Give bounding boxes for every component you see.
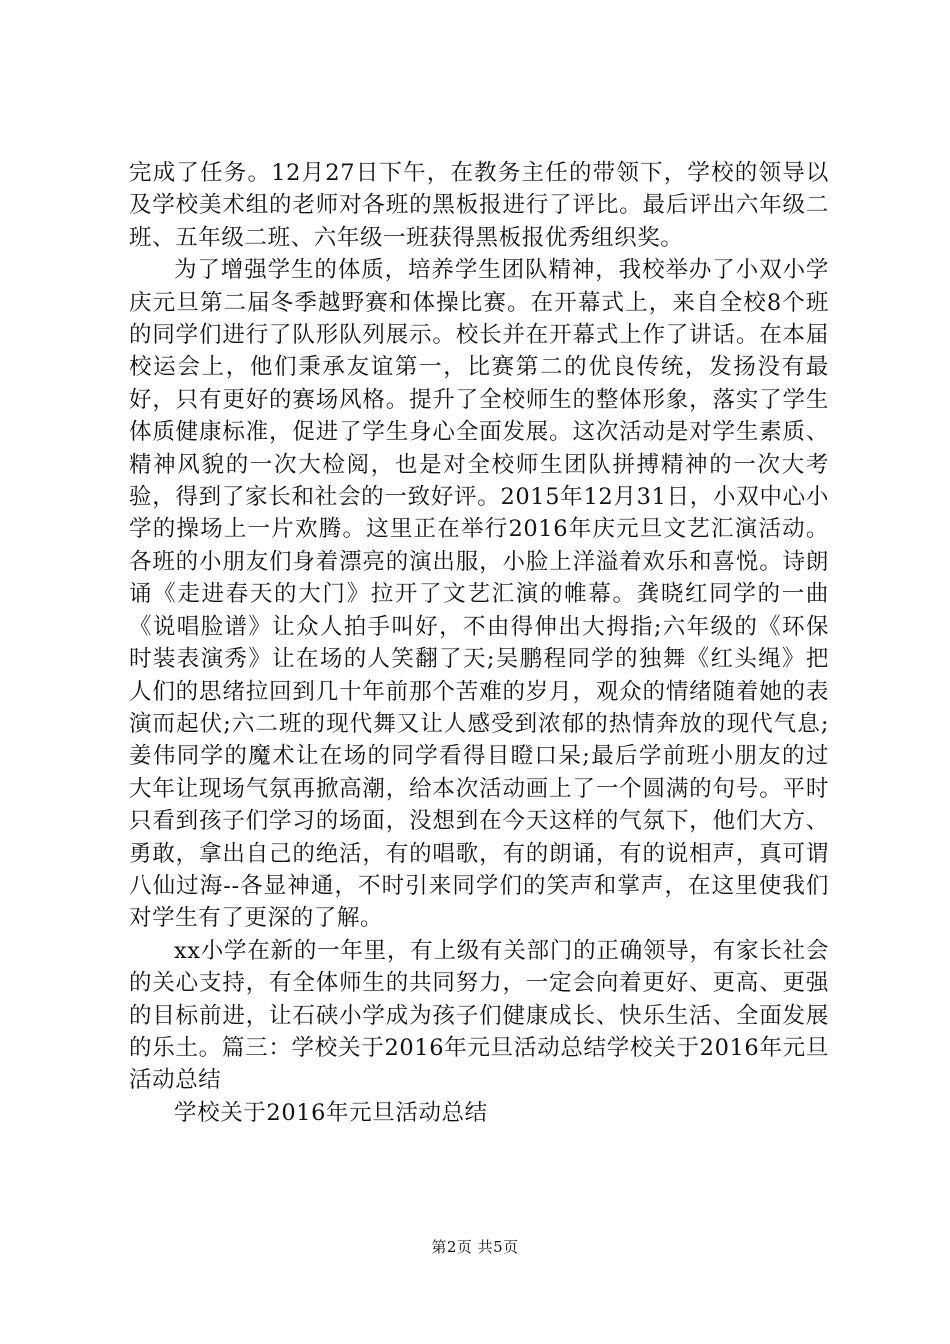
- paragraph-new-year-outlook: xx小学在新的一年里，有上级有关部门的正确领导，有家长社会的关心支持，有全体师生的共同努力，一定会向着更好、更高、更强的目标前进，让石硖小学成为孩子们健康成长、快乐生活、全面发展的乐土。篇三：学校关于2016年元旦活动总结学校关于2016年元旦活动总结: [129, 937, 829, 1094]
- document-body: [129, 157, 829, 1129]
- page-number-footer: 第2页 共5页: [431, 1238, 519, 1256]
- paragraph-continuation: 完成了任务。12月27日下午，在教务主任的带领下，学校的领导以及学校美术组的老师对各班的黑板报进行了评比。最后评出六年级二班、五年级二班、六年级一班获得黑板报优秀组织奖。: [129, 160, 829, 251]
- paragraph-sports-and-performance: 为了增强学生的体质，培养学生团队精神，我校举办了小双小学庆元旦第二届冬季越野赛和体操比赛。在开幕式上，来自全校8个班的同学们进行了队形队列展示。校长并在开幕式上作了讲话。在本届校运会上，他们秉承友谊第一，比赛第二的优良传统，发扬没有最好，只有更好的赛场风格。提升了全校师生的整体形象，落实了学生体质健康标准，促进了学生身心全面发展。这次活动是对学生素质、精神风貌的一次大检阅，也是对全校师生团队拼搏精神的一次大考验，得到了家长和社会的一致好评。2015年12月31日，小双中心小学的操场上一片欢腾。这里正在举行2016年庆元旦文艺汇演活动。各班的小朋友们身着漂亮的演出服，小脸上洋溢着欢乐和喜悦。诗朗诵《走进春天的大门》拉开了文艺汇演的帷幕。龚晓红同学的一曲《说唱脸谱》让众人拍手叫好，不由得伸出大拇指;六年级的《环保时装表演秀》让在场的人笑翻了天;吴鹏程同学的独舞《红头绳》把人们的思绪拉回到几十年前那个苦难的岁月，观众的情绪随着她的表演而起伏;六二班的现代舞又让人感受到浓郁的热情奔放的现代气息;姜伟同学的魔术让在场的同学看得目瞪口呆;最后学前班小朋友的过大年让现场气氛再掀高潮，给本次活动画上了一个圆满的句号。平时只看到孩子们学习的场面，没想到在今天这样的气氛下，他们大方、勇敢，拿出自己的绝活，有的唱歌，有的朗诵，有的说相声，真可谓八仙过海--各显神通，不时引来同学们的笑声和掌声，在这里使我们对学生有了更深的了解。: [129, 257, 829, 932]
- paragraph-section-heading: 学校关于2016年元旦活动总结: [174, 1099, 488, 1126]
